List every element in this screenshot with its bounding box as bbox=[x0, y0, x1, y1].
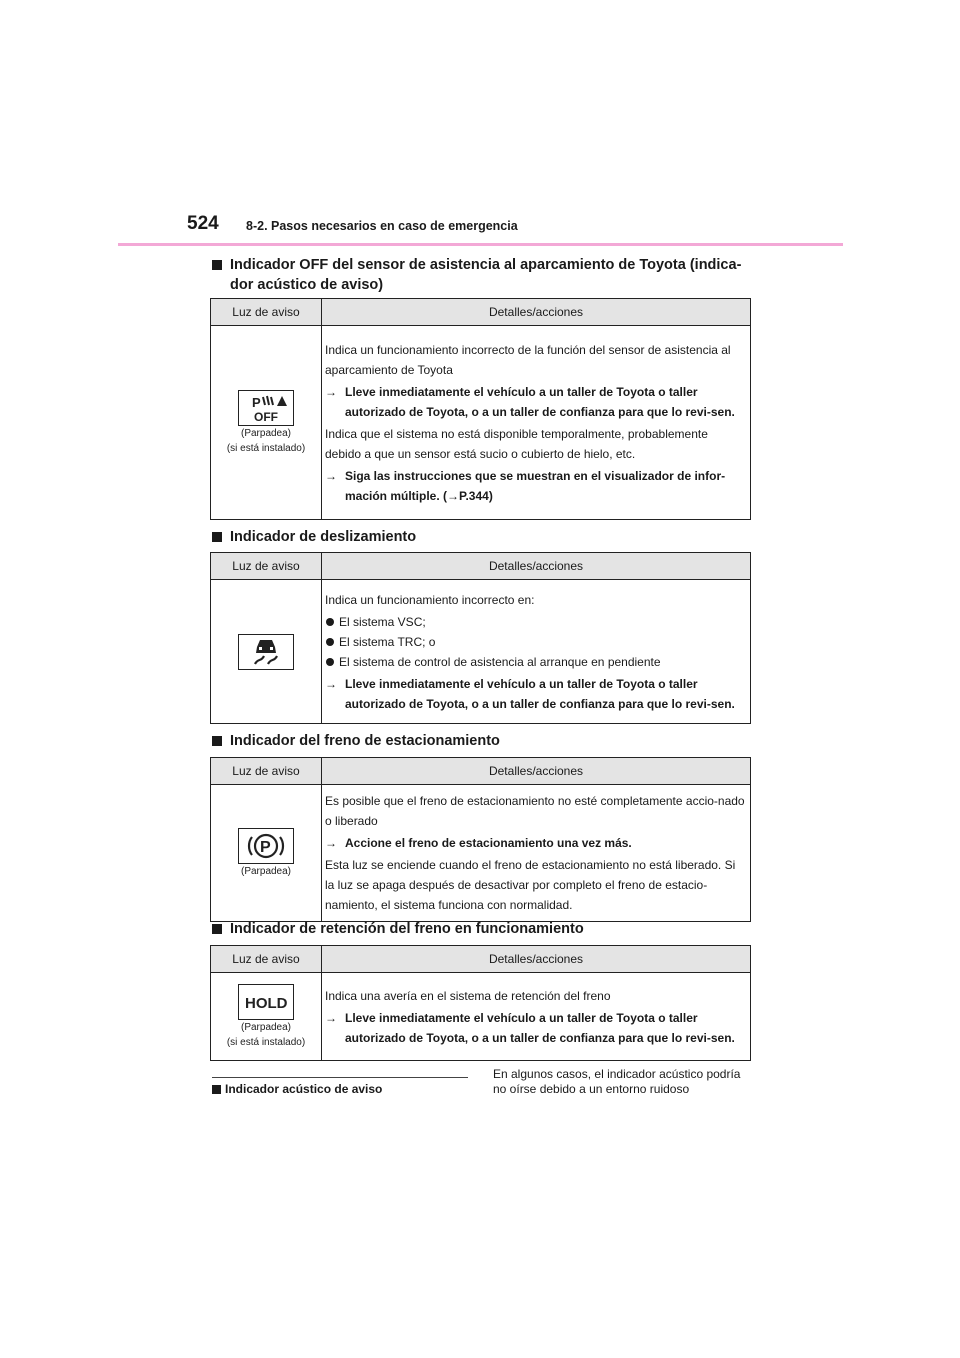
column-header-details: Detalles/acciones bbox=[322, 299, 751, 326]
arrow-icon: → bbox=[325, 468, 337, 483]
warning-light-cell: P OFF (Parpadea) (si está instalado) bbox=[211, 326, 322, 520]
warning-table-slip bbox=[210, 552, 751, 724]
parking-brake-icon bbox=[238, 828, 294, 864]
list-item: El sistema TRC; o bbox=[325, 632, 746, 652]
arrow-icon: → bbox=[325, 676, 337, 691]
details-cell: Es posible que el freno de estacionamiento no esté completamente accio-nado o liberado → Accione el freno de estacionamiento una vez más. Esta luz se enciende cuando el freno de estacionamiento no está liberado. Si la luz se apaga después de desactivar por completo el freno de estacio-namiento, el sistema funciona con normalidad. bbox=[322, 785, 751, 922]
list-item: El sistema de control de asistencia al arranque en pendiente bbox=[325, 652, 746, 672]
list-item: El sistema VSC; bbox=[325, 612, 746, 632]
parking-sensor-off-icon bbox=[238, 390, 294, 426]
slip-indicator-icon bbox=[238, 634, 294, 670]
warning-light-cell: HOLD (Parpadea) (si está instalado) bbox=[211, 973, 322, 1061]
warning-light-cell: P (Parpadea) bbox=[211, 785, 322, 922]
svg-text:OFF: OFF bbox=[254, 409, 278, 424]
column-header-light: Luz de aviso bbox=[211, 758, 322, 785]
details-cell: Indica un funcionamiento incorrecto en: El sistema VSC; El sistema TRC; o El sistema de control de asistencia al arranque en pendiente → Lleve inmediatamente el vehículo a un taller de Toyota o taller autorizado de Toyota, o a un taller de confianza para que lo revi-sen. bbox=[322, 580, 751, 724]
arrow-icon: → bbox=[325, 836, 337, 850]
svg-text:HOLD: HOLD bbox=[245, 994, 288, 1012]
brake-hold-icon bbox=[238, 984, 294, 1020]
section-bullet bbox=[212, 260, 222, 270]
column-header-light: Luz de aviso bbox=[211, 553, 322, 580]
footnote-title: Indicador acústico de aviso bbox=[212, 1082, 382, 1096]
warning-table-parking-brake bbox=[210, 757, 751, 922]
column-header-light: Luz de aviso bbox=[211, 299, 322, 326]
section-title-parking-sensor: Indicador OFF del sensor de asistencia al aparcamiento de Toyota (indica- dor acústico de aviso) bbox=[212, 255, 741, 295]
footnote-rule bbox=[212, 1077, 468, 1078]
warning-table-parking-sensor bbox=[210, 298, 751, 520]
section-title-brake-hold: Indicador de retención del freno en funcionamiento bbox=[212, 919, 584, 939]
details-cell: Indica una avería en el sistema de retención del freno → Lleve inmediatamente el vehículo a un taller de Toyota o taller autorizado de Toyota, o a un taller de confianza para que lo revi-sen. bbox=[322, 973, 751, 1061]
arrow-icon: → bbox=[325, 384, 337, 399]
header-rule bbox=[118, 243, 843, 246]
footnote-bullet bbox=[212, 1085, 221, 1094]
footnote-text: En algunos casos, el indicador acústico podría no oírse debido a un entorno ruidoso bbox=[493, 1067, 741, 1096]
section-bullet bbox=[212, 924, 222, 934]
column-header-details: Detalles/acciones bbox=[322, 946, 751, 973]
section-title-parking-brake: Indicador del freno de estacionamiento bbox=[212, 731, 500, 751]
warning-light-cell bbox=[211, 580, 322, 724]
section-title-slip: Indicador de deslizamiento bbox=[212, 527, 416, 547]
svg-text:P: P bbox=[260, 838, 271, 856]
details-cell: Indica un funcionamiento incorrecto de la función del sensor de asistencia al aparcamiento de Toyota → Lleve inmediatamente el vehículo a un taller de Toyota o taller autorizado de Toyota, o a un taller de confianza para que lo revi-sen. Indica que el sistema no está disponible temporalmente, probablemente debido a que un sensor está sucio o cubierto de hielo, etc. → Siga las instrucciones que se muestran en el visualizador de infor-mación múltiple. (→P.344) bbox=[322, 326, 751, 520]
svg-text:P: P bbox=[252, 394, 261, 410]
section-bullet bbox=[212, 736, 222, 746]
section-bullet bbox=[212, 532, 222, 542]
column-header-details: Detalles/acciones bbox=[322, 553, 751, 580]
page-number: 524 bbox=[187, 213, 219, 234]
warning-table-brake-hold bbox=[210, 945, 751, 1061]
column-header-details: Detalles/acciones bbox=[322, 758, 751, 785]
arrow-icon: → bbox=[325, 1010, 337, 1025]
column-header-light: Luz de aviso bbox=[211, 946, 322, 973]
chapter-title: 8-2. Pasos necesarios en caso de emergencia bbox=[246, 219, 518, 233]
